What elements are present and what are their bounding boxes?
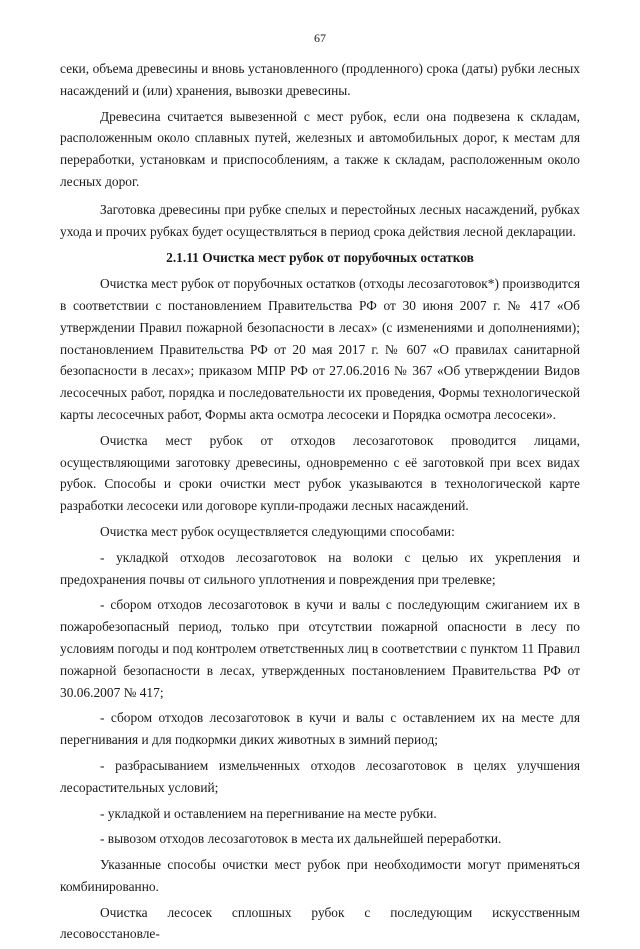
- paragraph-continuation: секи, объема древесины и вновь установленного (продленного) срока (даты) рубки лесных насаждений и (или) хранения, вывозки древесины.: [60, 61, 580, 98]
- page-number: 67: [314, 31, 326, 45]
- list-item: - вывозом отходов лесозаготовок в места их дальнейшей переработки.: [100, 831, 502, 847]
- paragraph: Очистка мест рубок от порубочных остатков (отходы лесозаготовок*) производится в соответствии с постановлением Правительства РФ от 30 июня 2007 г. № 417 «Об утверждении Правил пожарной безопасности в лесах» (с изменениями и дополнениями); постановлением Правительства РФ от 20 мая 2017 г. № 607 «О правилах санитарной безопасности в лесах»; приказом МПР РФ от 27.06.2016 № 367 «Об утверждении Видов лесосечных работ, порядка и последовательности их проведения, Формы технологической карты лесосечных работ, Формы акта осмотра лесосеки и Порядка осмотра лесосеки».: [60, 276, 580, 422]
- paragraph: Заготовка древесины при рубке спелых и перестойных лесных насаждений, рубках ухода и прочих рубках будет осуществляться в период срока действия лесной декларации.: [60, 201, 580, 239]
- list-item: - сбором отходов лесозаготовок в кучи и валы с оставлением их на месте для перегнивания и для подкормки диких животных в зимний период;: [60, 710, 580, 748]
- list-item: - разбрасыванием измельченных отходов лесозаготовок в целях улучшения лесорастительных условий;: [60, 757, 580, 795]
- paragraph: Древесина считается вывезенной с мест рубок, если она подвезена к складам, расположенным около сплавных путей, железных и автомобильных дорог, к местам для переработки, установкам и приспособлениям, а также к складам, расположенным около лесных дорог.: [60, 108, 580, 189]
- list-item: - укладкой и оставлением на перегнивание на месте рубки.: [100, 805, 437, 821]
- section-heading: 2.1.11 Очистка мест рубок от порубочных остатков: [166, 250, 474, 266]
- paragraph: Очистка мест рубок от отходов лесозаготовок проводится лицами, осуществляющими заготовку древесины, одновременно с её заготовкой при всех видах рубок. Способы и сроки очистки мест рубок указываются в технологической карте разработки лесосеки или договоре купли-продажи лесных насаждений.: [60, 432, 580, 514]
- list-item: - укладкой отходов лесозаготовок на волоки с целью их укрепления и предохранения почвы от сильного уплотнения и повреждения при трелевке;: [60, 549, 580, 587]
- paragraph: Указанные способы очистки мест рубок при необходимости могут применяться комбинированно.: [60, 857, 580, 894]
- page-body: [60, 58, 580, 949]
- paragraph: Очистка мест рубок осуществляется следующими способами:: [100, 523, 455, 539]
- list-item: - сбором отходов лесозаготовок в кучи и валы с последующим сжиганием их в пожаробезопасный период, только при отсутствии пожарной опасности в лесу по условиям погоды и под контролем ответственных лиц в соответствии с пунктом 11 Правил пожарной безопасности в лесах, утвержденных постановлением Правительства РФ от 30.06.2007 № 417;: [60, 597, 580, 700]
- paragraph: Очистка лесосек сплошных рубок с последующим искусственным лесовосстановле-: [60, 904, 580, 942]
